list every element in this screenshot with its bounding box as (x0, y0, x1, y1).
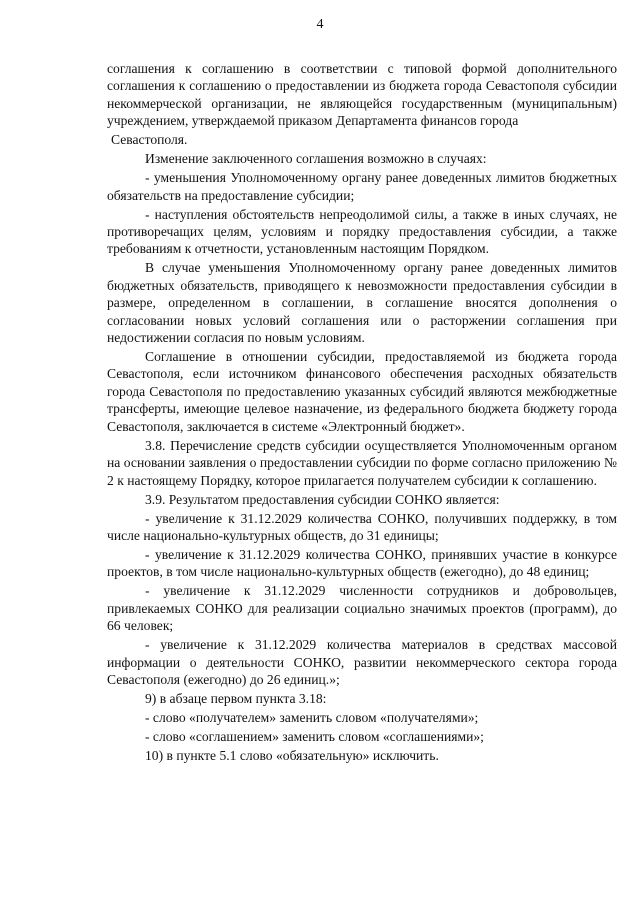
paragraph: - увеличение к 31.12.2029 количества материалов в средствах массовой информации о деятельности СОНКО, развитии некоммерческого сектора города Севастополя (ежегодно) до 26 единиц.»; (107, 637, 617, 687)
paragraph: - увеличение к 31.12.2029 численности сотрудников и добровольцев, привлекаемых СОНКО для реализации социально значимых проектов (программ), до 66 человек; (107, 583, 617, 634)
paragraph: В случае уменьшения Уполномоченному органу ранее доведенных лимитов бюджетных обязательств, приводящего к невозможности предоставления субсидии в размере, определенном в соглашении, в соглашение вносятся дополнения о согласовании новых условий соглашения или о расторжении соглашения при недостижении согласия по новым условиям. (107, 260, 617, 346)
paragraph: - наступления обстоятельств непреодолимой силы, а также в иных случаях, не противоречащих целям, условиям и порядку предоставления субсидии, а также требованиям к отчетности, установленным настоящим Порядком. (107, 206, 617, 257)
paragraph: 9) в абзаце первом пункта 3.18: (145, 690, 327, 706)
paragraph: - слово «соглашением» заменить словом «соглашениями»; (145, 728, 484, 744)
paragraph: 3.9. Результатом предоставления субсидии СОНКО является: (145, 491, 500, 507)
paragraph: - увеличение к 31.12.2029 количества СОНКО, принявших участие в конкурсе проектов, в том числе национально-культурных обществ (ежегодно), до 48 единиц; (107, 546, 617, 580)
paragraph: соглашения к соглашению в соответствии с типовой формой дополнительного соглашения к соглашению о предоставлении из бюджета города Севастополя субсидии некоммерческой организации, не являющейся государственным (муниципальным) учреждением, утверждаемой приказом Департамента финансов города (107, 61, 617, 129)
paragraph: - увеличение к 31.12.2029 количества СОНКО, получивших поддержку, в том числе национально-культурных обществ, до 31 единицы; (107, 510, 617, 543)
paragraph: - слово «получателем» заменить словом «получателями»; (145, 709, 479, 725)
document-body (107, 60, 617, 766)
paragraph: 3.8. Перечисление средств субсидии осуществляется Уполномоченным органом на основании заявления о предоставлении субсидии по форме согласно приложению № 2 к настоящему Порядку, которое прилагается получателем субсидии к соглашению. (107, 437, 617, 488)
paragraph: Севастополя. (111, 132, 188, 148)
paragraph: Изменение заключенного соглашения возможно в случаях: (145, 151, 487, 167)
paragraph: 10) в пункте 5.1 слово «обязательную» исключить. (145, 747, 439, 763)
page-number: 4 (316, 17, 324, 32)
paragraph: - уменьшения Уполномоченному органу ранее доведенных лимитов бюджетных обязательств на предоставление субсидии; (107, 170, 617, 203)
paragraph: Соглашение в отношении субсидии, предоставляемой из бюджета города Севастополя, если источником финансового обеспечения расходных обязательств города Севастополя по предоставлению указанных субсидий являются межбюджетные трансферты, имеющие целевое назначение, из федерального бюджета бюджету города Севастополя, заключается в системе «Электронный бюджет». (107, 349, 617, 434)
